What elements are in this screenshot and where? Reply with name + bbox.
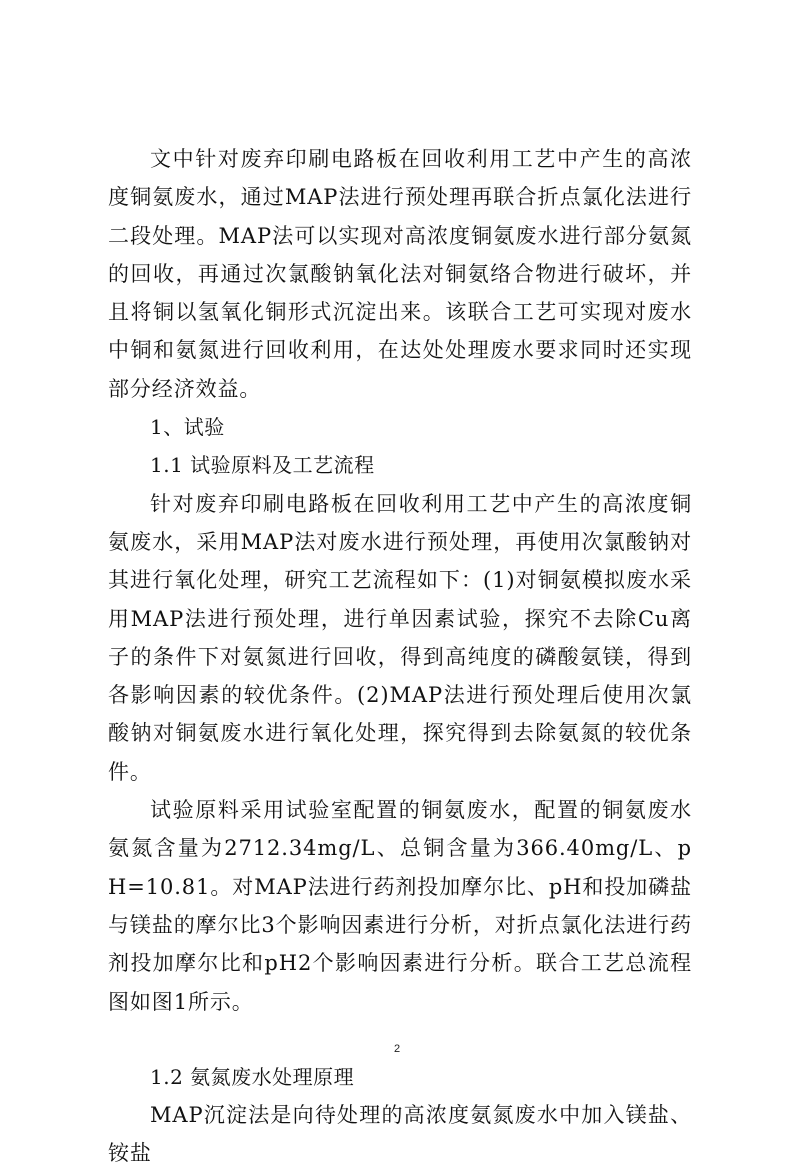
subsection-heading-materials: 1.1 试验原料及工艺流程 — [150, 453, 375, 478]
page-number: 2 — [393, 1043, 401, 1055]
paragraph-materials: 试验原料采用试验室配置的铜氨废水，配置的铜氨废水氨氮含量为2712.34mg/L、总铜含量为366.40mg/L、pH=10.81。对MAP法进行药剂投加摩尔比、pH和投加磷盐与镁盐的摩尔比3个影响因素进行分析，对折点氯化法进行药剂投加摩尔比和pH2个影响因素进行分析。联合工艺总流程图如图1所示。 — [108, 798, 692, 1014]
paragraph-process-flow: 针对废弃印刷电路板在回收利用工艺中产生的高浓度铜氨废水，采用MAP法对废水进行预处理，再使用次氯酸钠对其进行氧化处理，研究工艺流程如下：(1)对铜氨模拟废水采用MAP法进行预处理，进行单因素试验，探究不去除Cu离子的条件下对氨氮进行回收，得到高纯度的磷酸氨镁，得到各影响因素的较优条件。(2)MAP法进行预处理后使用次氯酸钠对铜氨废水进行氧化处理，探究得到去除氨氮的较优条件。 — [108, 491, 692, 784]
paragraph-map-principle: MAP沉淀法是向待处理的高浓度氨氮废水中加入镁盐、铵盐 — [108, 1103, 692, 1166]
section-heading-experiment: 1、试验 — [150, 415, 225, 440]
paragraph-intro: 文中针对废弃印刷电路板在回收利用工艺中产生的高浓度铜氨废水，通过MAP法进行预处理再联合折点氯化法进行二段处理。MAP法可以实现对高浓度铜氨废水进行部分氨氮的回收，再通过次氯酸钠氧化法对铜氨络合物进行破坏，并且将铜以氢氧化铜形式沉淀出来。该联合工艺可实现对废水中铜和氨氮进行回收利用，在达处处理废水要求同时还实现部分经济效益。 — [108, 147, 692, 401]
subsection-heading-principle: 1.2 氨氮废水处理原理 — [150, 1064, 355, 1089]
document-body — [108, 140, 692, 1173]
